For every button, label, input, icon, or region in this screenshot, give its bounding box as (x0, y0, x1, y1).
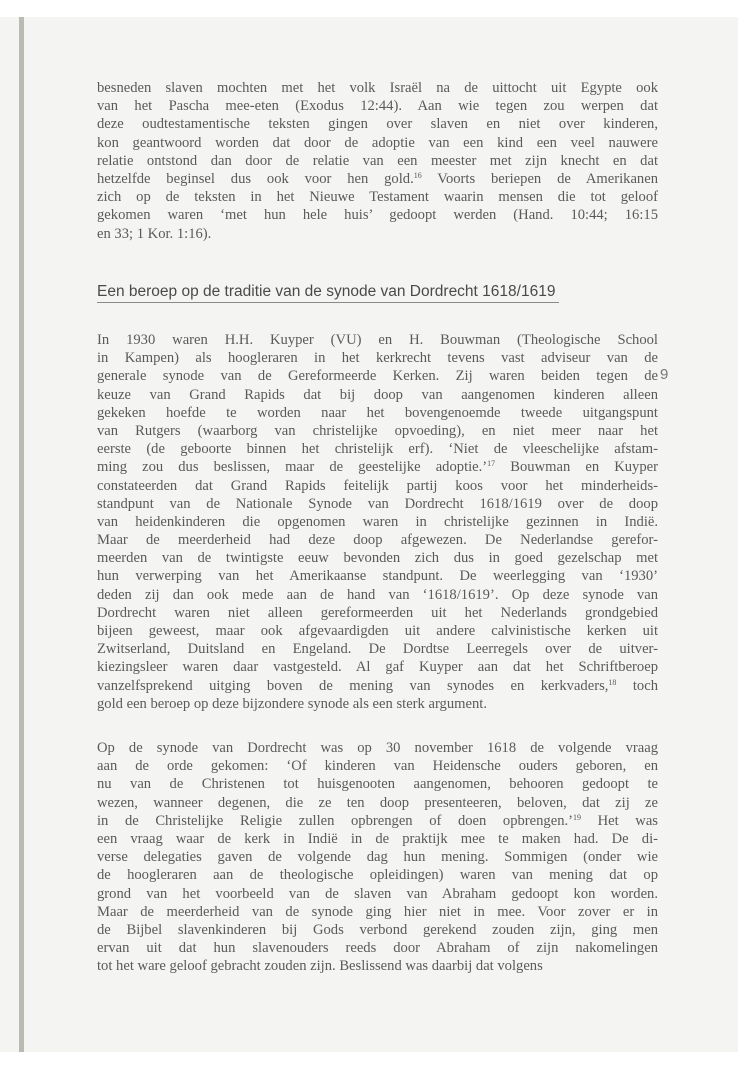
text-line (97, 458, 658, 476)
text-line: generale synode van de Gereformeerde Kerken. Zij waren beiden tegen de (97, 368, 658, 385)
text-line: Maar de meerderheid van de synode ging hier niet in mee. Voor zover er in (97, 903, 658, 920)
text-line (97, 812, 658, 830)
text-segment: ming zou dus beslissen, maar de geestelijke adoptie.’ (97, 459, 488, 476)
text-line: gekeken hoefde te worden naar het bovengenoemde tweede uitgangspunt (97, 404, 658, 421)
text-line: van heidenkinderen die opgenomen waren in christelijke gezinnen in Indië. (97, 513, 658, 530)
text-line: kon geantwoord worden dat door de adoptie van een kind een veel nauwere (97, 134, 658, 151)
footnote-reference[interactable]: 17 (487, 459, 496, 469)
text-segment: in de Christelijke Religie zullen opbrengen of doen opbrengen.’ (97, 812, 574, 829)
text-line (97, 677, 658, 695)
text-line: de hoogleraren aan de theologische opleidingen) waren van mening dat op (97, 867, 658, 884)
text-segment: vanzelfsprekend uitging boven de mening van synodes en kerkvaders, (97, 677, 609, 694)
text-line: zich op de teksten in het Nieuwe Testament waarin mensen die tot geloof (97, 189, 658, 206)
text-line: relatie ontstond dan door de relatie van een meester met zijn knecht en dat (97, 152, 658, 169)
text-line: constateerden dat Grand Rapids feitelijk partij koos voor het minderheids- (97, 477, 658, 494)
text-line: ervan uit dat hun slavenouders reeds door Abraham of zijn nakomelingen (97, 940, 658, 957)
text-line: en 33; 1 Kor. 1:16). (97, 225, 212, 242)
text-line: standpunt van de Nationale Synode van Dordrecht 1618/1619 over de doop (97, 495, 658, 512)
text-segment: Voorts beriepen de Amerikanen (421, 170, 659, 187)
footnote-reference[interactable]: 16 (413, 170, 422, 180)
text-line: bijeen geweest, maar ook afgevaardigden uit andere calvinistische kerken uit (97, 623, 658, 639)
text-segment: Het was (581, 812, 658, 829)
text-line: in Kampen) als hoogleraren in het kerkrecht tevens vast adviseur van de (97, 350, 658, 367)
text-line: verse delegaties gaven de volgende dag hun mening. Sommigen (onder wie (97, 849, 658, 866)
text-line: deden zij dan ook mede aan de hand van ‘1618/1619’. Op deze synode van (97, 586, 658, 603)
text-line: hun verwerping van het Amerikaanse standpunt. De weerlegging van ‘1930’ (97, 568, 658, 585)
text-line: nu van de Christenen tot huisgenooten aangenomen, behooren gedoopt te (97, 776, 658, 793)
text-line: Op de synode van Dordrecht was op 30 november 1618 de volgende vraag (97, 740, 658, 756)
text-line: deze oudtestamentische teksten gingen over slaven en niet over kinderen, (97, 116, 658, 133)
text-segment: Bouwman en Kuyper (495, 459, 658, 476)
text-line (97, 170, 658, 188)
text-line: Dordrecht waren niet alleen gereformeerden uit het Nederlands grondgebied (97, 604, 658, 621)
text-line: een vraag waar de kerk in Indië in de praktijk mee te maken had. De di- (97, 830, 658, 847)
text-segment: toch (616, 677, 658, 694)
paragraph-2 (97, 331, 658, 713)
text-line: Zwitserland, Duitsland en Engeland. De Dordtse Leerregels over de uitver- (97, 641, 658, 658)
text-line: eerste (de geboorte binnen het christelijk erf). ‘Niet de vleeschelijke afstam- (97, 441, 658, 458)
section-heading: Een beroep op de traditie van de synode van Dordrecht 1618/1619 (97, 283, 559, 303)
text-line: gekomen waren ‘met hun hele huis’ gedoopt werden (Hand. 10:44; 16:15 (97, 207, 658, 224)
text-line: aan de orde gekomen: ‘Of kinderen van Heidensche ouders geboren, en (97, 758, 658, 775)
text-line: kiezingsleer waren daar vastgesteld. Al gaf Kuyper aan dat het Schriftberoep (97, 659, 658, 676)
text-line: In 1930 waren H.H. Kuyper (VU) en H. Bouwman (Theologische School (97, 332, 658, 348)
text-line: de Bijbel slavenkinderen bij Gods verbond gerekend zouden zijn, ging men (97, 921, 658, 938)
paragraph-1 (97, 79, 658, 243)
text-line: wezen, wanneer degenen, die ze ten doop presenteeren, beloven, dat zij ze (97, 794, 658, 811)
paragraph-3 (97, 739, 658, 975)
text-line: tot het ware geloof gebracht zouden zijn. Beslissend was daarbij dat volgens (97, 958, 543, 975)
page-number: 9 (660, 366, 669, 383)
footnote-reference[interactable]: 19 (573, 812, 582, 822)
text-segment: hetzelfde beginsel dus ook voor hen gold. (97, 170, 414, 187)
text-line: grond van het voorbeeld van de slaven van Abraham gedoopt kon worden. (97, 885, 658, 902)
text-line: van het Pascha mee-eten (Exodus 12:44). Aan wie tegen zou werpen dat (97, 98, 658, 115)
page-binding-edge (19, 17, 24, 1052)
text-line: keuze van Grand Rapids dat bij doop van aangenomen kinderen alleen (97, 386, 658, 403)
text-line: meerden van de twintigste eeuw bevonden zich dus in goed gezelschap met (97, 550, 658, 567)
text-line: gold een beroep op deze bijzondere synode als een sterk argument. (97, 695, 487, 712)
text-line: Maar de meerderheid had deze doop afgewezen. De Nederlandse gerefor- (97, 532, 658, 549)
footnote-reference[interactable]: 18 (608, 677, 617, 687)
text-line: besneden slaven mochten met het volk Israël na de uittocht uit Egypte ook (97, 80, 658, 96)
text-line: van Rutgers (waarborg van christelijke opvoeding), en niet meer naar het (97, 422, 658, 439)
